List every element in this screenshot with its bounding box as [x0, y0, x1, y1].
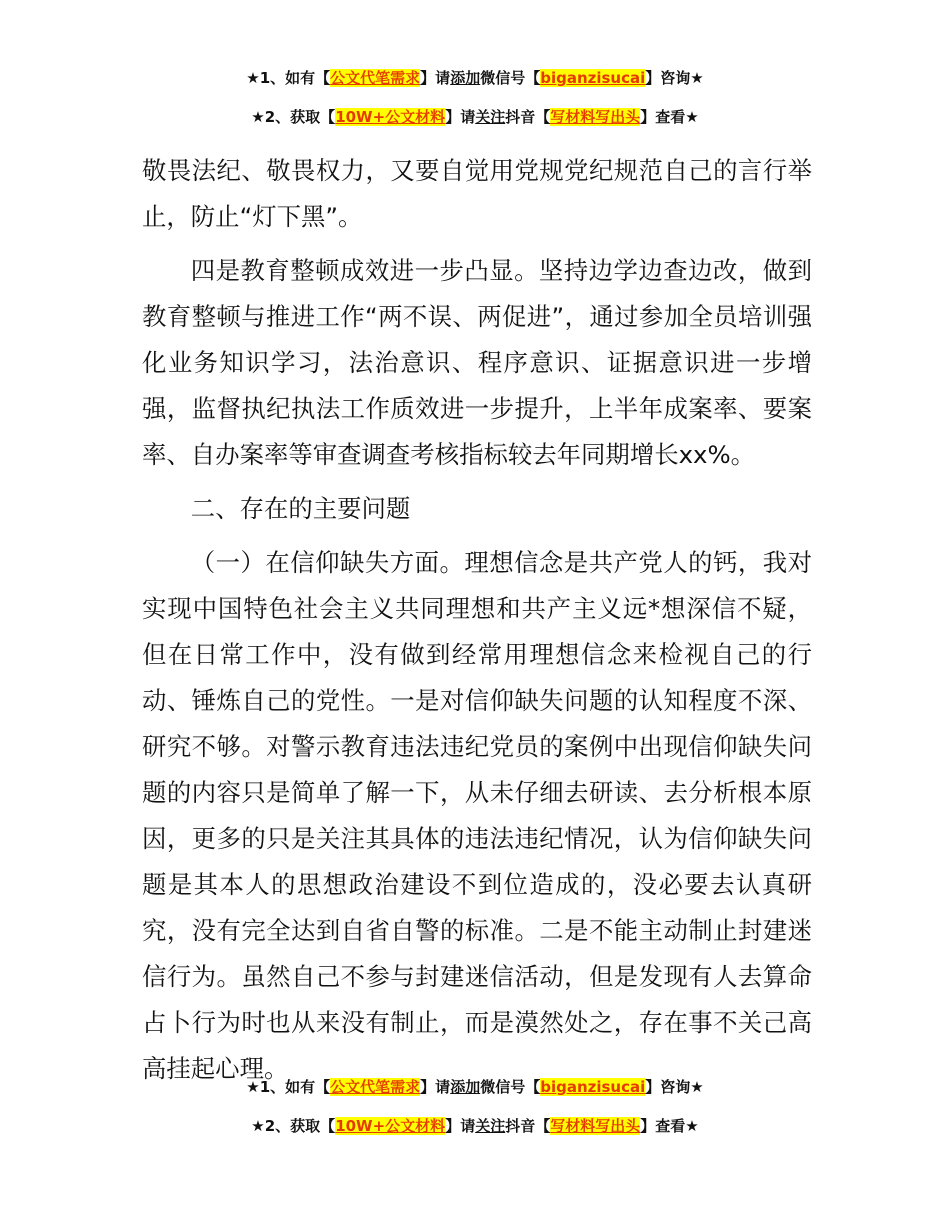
promo-highlight-wechat-id: biganzisucai — [540, 69, 646, 87]
promo-underlined-add: 添加 — [450, 1078, 481, 1096]
promo-prefix: ★2、获取【 — [251, 108, 336, 126]
promo-text: 】请 — [445, 1117, 476, 1135]
promo-text: 微信号【 — [480, 1078, 541, 1096]
promo-text: 抖音【 — [505, 108, 551, 126]
promo-highlight-materials: 10W+公文材料 — [335, 1117, 446, 1135]
promo-underlined-add: 添加 — [450, 69, 481, 87]
promo-highlight-douyin-account: 写材料写出头 — [550, 108, 641, 126]
promo-suffix: 】查看★ — [640, 1117, 699, 1135]
promo-prefix: ★1、如有【 — [246, 1078, 331, 1096]
promo-underlined-follow: 关注 — [475, 1117, 506, 1135]
promo-underlined-follow: 关注 — [475, 108, 506, 126]
promo-prefix: ★1、如有【 — [246, 69, 331, 87]
promo-suffix: 】咨询★ — [645, 69, 704, 87]
promo-text: 】请 — [445, 108, 476, 126]
promo-text: 】请 — [420, 69, 451, 87]
promo-highlight-douyin-account: 写材料写出头 — [550, 1117, 641, 1135]
footer-promo-line-1 — [0, 1076, 950, 1098]
promo-highlight-ghostwriting: 公文代笔需求 — [330, 1078, 421, 1096]
paragraph-achievement-four: 四是教育整顿成效进一步凸显。坚持边学边查边改，做到教育整顿与推进工作“两不误、两促进”，通过参加全员培训强化业务知识学习，法治意识、程序意识、证据意识进一步增强，监督执纪执法工作质效进一步提升，上半年成案率、要案率、自办案率等审查调查考核指标较去年同期增长xx%。 — [142, 256, 812, 469]
promo-prefix: ★2、获取【 — [251, 1117, 336, 1135]
promo-text: 】请 — [420, 1078, 451, 1096]
promo-highlight-materials: 10W+公文材料 — [335, 108, 446, 126]
header-promo-line-2 — [0, 106, 950, 128]
paragraph-continuation: 敬畏法纪、敬畏权力，又要自觉用党规党纪规范自己的言行举止，防止“灯下黑”。 — [142, 156, 812, 231]
promo-suffix: 】查看★ — [640, 108, 699, 126]
footer-promo-line-2 — [0, 1115, 950, 1137]
promo-text: 抖音【 — [505, 1117, 551, 1135]
promo-text: 微信号【 — [480, 69, 541, 87]
paragraph-faith-lacking: （一）在信仰缺失方面。理想信念是共产党人的钙，我对实现中国特色社会主义共同理想和共产主义远*想深信不疑，但在日常工作中，没有做到经常用理想信念来检视自己的行动、锤炼自己的党性。一是对信仰缺失问题的认知程度不深、研究不够。对警示教育违法违纪党员的案例中出现信仰缺失问题的内容只是简单了解一下，从未仔细去研读、去分析根本原因，更多的只是关注其具体的违法违纪情况，认为信仰缺失问题是其本人的思想政治建设不到位造成的，没必要去认真研究，没有完全达到自省自警的标准。二是不能主动制止封建迷信行为。虽然自己不参与封建迷信活动，但是发现有人去算命占卜行为时也从来没有制止，而是漠然处之，存在事不关己高高挂起心理。 — [142, 548, 812, 1083]
section-heading-main-problems: 二、存在的主要问题 — [190, 494, 411, 523]
promo-suffix: 】咨询★ — [645, 1078, 704, 1096]
promo-highlight-wechat-id: biganzisucai — [540, 1078, 646, 1096]
document-body — [142, 148, 812, 1100]
header-promo-line-1 — [0, 67, 950, 89]
promo-highlight-ghostwriting: 公文代笔需求 — [330, 69, 421, 87]
